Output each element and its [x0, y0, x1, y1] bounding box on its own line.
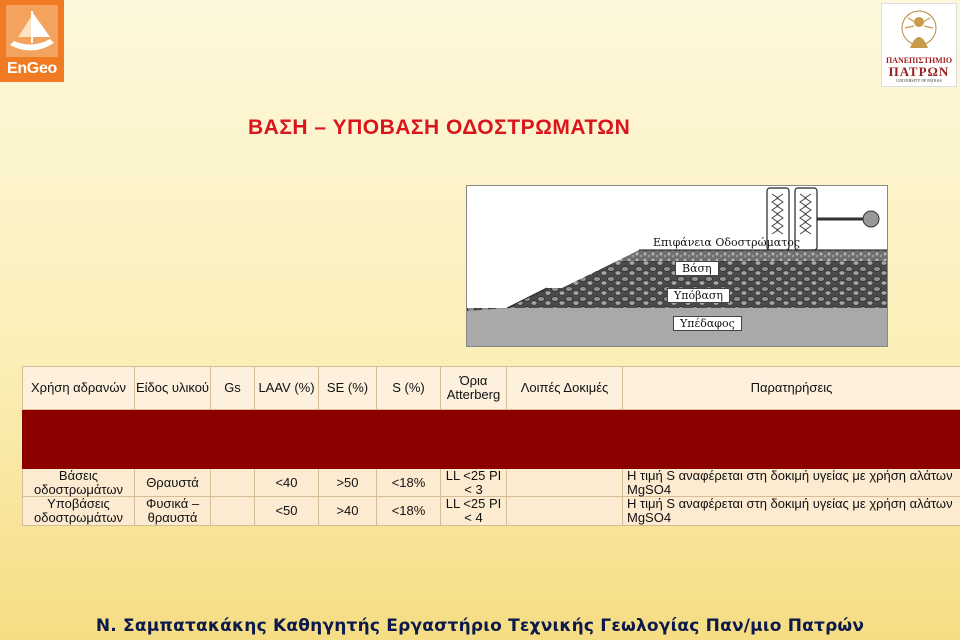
slide-title: ΒΑΣΗ – ΥΠΟΒΑΣΗ ΟΔΟΣΤΡΩΜΑΤΩΝ [248, 116, 631, 139]
aggregate-spec-table [22, 366, 960, 526]
red-band-row [23, 410, 960, 469]
table-header-row [23, 367, 960, 410]
base-label: Βάση [675, 261, 719, 276]
cell-gs [211, 469, 255, 497]
university-line2: ΠΑΤΡΩΝ [888, 64, 950, 79]
header-laav: LAAV (%) [255, 367, 319, 410]
header-other-tests: Λοιπές Δοκιμές [507, 367, 623, 410]
cell-notes: Η τιμή S αναφέρεται στη δοκιμή υγείας με χρήση αλάτων MgSO4 [623, 497, 960, 525]
engeo-logo-text: EnGeo [6, 60, 58, 77]
cell-atterberg: LL <25 PI < 4 [441, 497, 507, 525]
pavement-diagram [466, 185, 888, 347]
cell-s: <18% [377, 469, 441, 497]
cell-material: Φυσικά – θραυστά [135, 497, 211, 525]
cell-notes: Η τιμή S αναφέρεται στη δοκιμή υγείας με χρήση αλάτων MgSO4 [623, 469, 960, 497]
cell-other-tests [507, 497, 623, 525]
cell-gs [211, 497, 255, 525]
cell-laav: <40 [255, 469, 319, 497]
cell-other-tests [507, 469, 623, 497]
cell-se: >50 [319, 469, 377, 497]
header-notes: Παρατηρήσεις [623, 367, 960, 410]
cell-use: Βάσεις οδοστρωμάτων [23, 469, 135, 497]
table-row [23, 497, 960, 525]
header-atterberg: Όρια Atterberg [441, 367, 507, 410]
header-material: Είδος υλικού [135, 367, 211, 410]
cell-laav: <50 [255, 497, 319, 525]
university-line1: ΠΑΝΕΠΙΣΤΗΜΙΟ [885, 56, 953, 65]
red-band [23, 410, 960, 469]
engeo-logo [0, 0, 64, 82]
cell-atterberg: LL <25 PI < 3 [441, 469, 507, 497]
cell-use: Υποβάσεις οδοστρωμάτων [23, 497, 135, 525]
header-s: S (%) [377, 367, 441, 410]
cell-se: >40 [319, 497, 377, 525]
surface-label: Επιφάνεια Οδοστρώματος [653, 236, 801, 249]
footer-credit: Ν. Σαμπατακάκης Καθηγητής Εργαστήριο Τεχνικής Γεωλογίας Παν/μιο Πατρών [95, 616, 865, 636]
university-line3: UNIVERSITY OF PATRAS [896, 78, 942, 83]
subbase-label: Υπόβαση [667, 288, 730, 303]
subgrade-label: Υπέδαφος [673, 316, 742, 331]
cell-s: <18% [377, 497, 441, 525]
header-gs: Gs [211, 367, 255, 410]
table-row [23, 469, 960, 497]
cell-material: Θραυστά [135, 469, 211, 497]
ship-icon [6, 5, 58, 57]
university-logo [882, 4, 956, 86]
header-se: SE (%) [319, 367, 377, 410]
header-use: Χρήση αδρανών [23, 367, 135, 410]
seal-icon [900, 8, 938, 54]
